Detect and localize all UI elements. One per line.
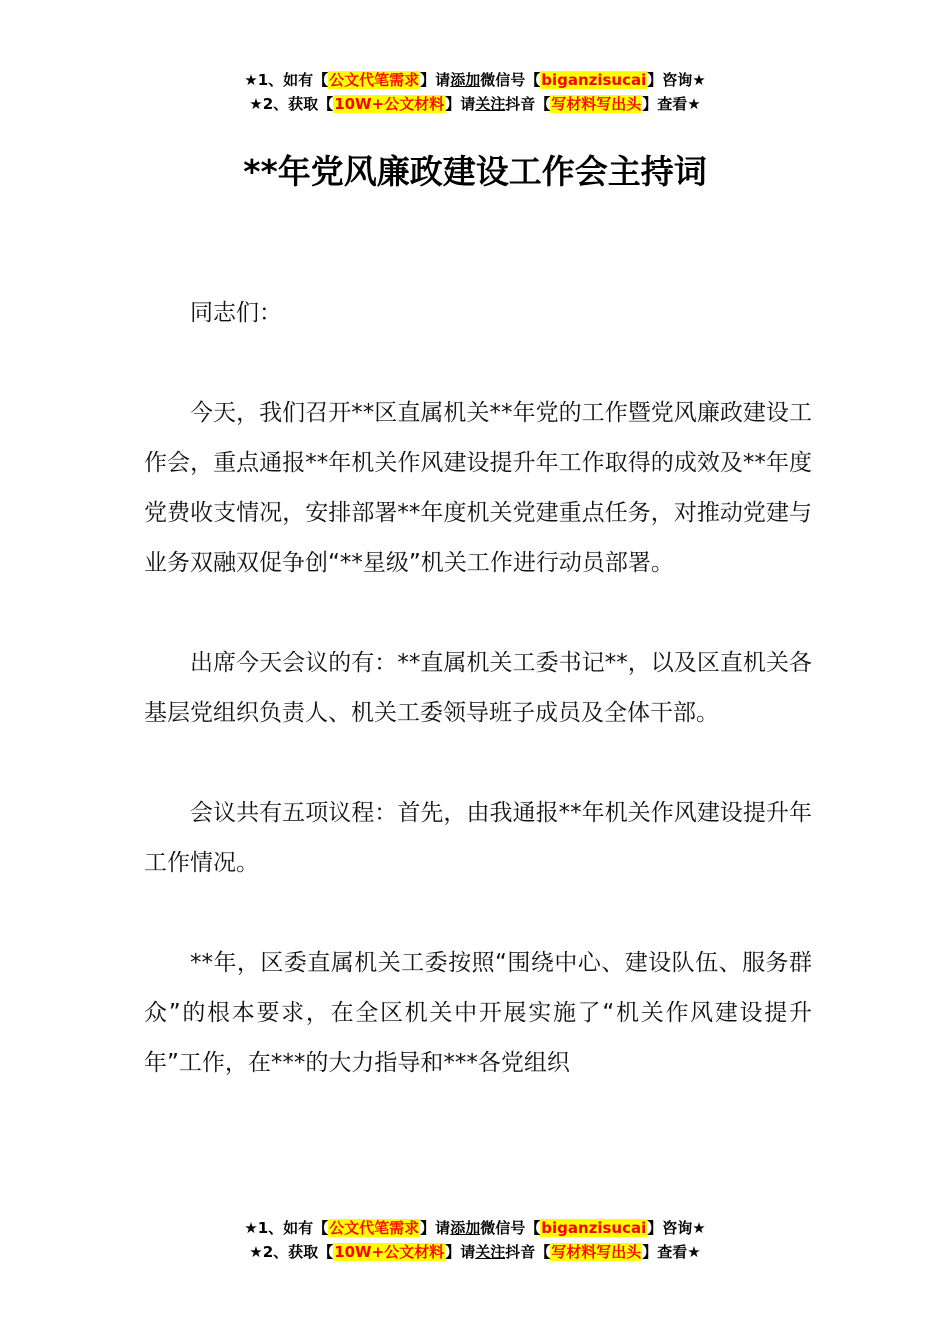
banner-underlined-text: 添加 xyxy=(450,71,481,89)
banner-underlined-text: 添加 xyxy=(450,1219,481,1237)
paragraph: 出席今天会议的有：**直属机关工委书记**，以及区直机关各基层党组织负责人、机关工委领导班子成员及全体干部。 xyxy=(144,650,812,726)
highlight-wechat-id: biganzisucai xyxy=(541,1219,647,1237)
banner-text: 】请 xyxy=(445,1243,476,1261)
banner-text: 】请 xyxy=(420,71,451,89)
banner-text: 】请 xyxy=(445,95,476,113)
highlight-service: 公文代笔需求 xyxy=(329,71,420,89)
highlight-materials: 10W+公文材料 xyxy=(334,1243,445,1261)
banner-text: 】咨询★ xyxy=(647,1219,706,1237)
banner-text: ★1、如有【 xyxy=(244,71,329,89)
banner-text: 微信号【 xyxy=(480,71,541,89)
banner-underlined-text: 关注 xyxy=(475,1243,506,1261)
highlight-wechat-id: biganzisucai xyxy=(541,71,647,89)
banner-underlined-text: 关注 xyxy=(475,95,506,113)
paragraph: 会议共有五项议程：首先，由我通报**年机关作风建设提升年工作情况。 xyxy=(144,800,812,876)
banner-line-1 xyxy=(0,1216,950,1240)
greeting: 同志们： xyxy=(190,300,282,326)
banner-line-1 xyxy=(0,68,950,92)
banner-line-2 xyxy=(0,92,950,116)
banner-text: ★1、如有【 xyxy=(244,1219,329,1237)
header-banner xyxy=(0,68,950,116)
paragraph: 今天，我们召开**区直属机关**年党的工作暨党风廉政建设工作会，重点通报**年机关作风建设提升年工作取得的成效及**年度党费收支情况，安排部署**年度机关党建重点任务，对推动党建与业务双融双促争创“**星级”机关工作进行动员部署。 xyxy=(144,400,812,576)
document-body xyxy=(144,288,812,1138)
footer-banner xyxy=(0,1216,950,1264)
highlight-service: 公文代笔需求 xyxy=(329,1219,420,1237)
banner-text: 抖音【 xyxy=(505,1243,551,1261)
banner-text: 微信号【 xyxy=(480,1219,541,1237)
highlight-materials: 10W+公文材料 xyxy=(334,95,445,113)
banner-text: ★2、获取【 xyxy=(249,95,334,113)
banner-text: 】查看★ xyxy=(642,1243,701,1261)
paragraph: **年，区委直属机关工委按照“围绕中心、建设队伍、服务群众”的根本要求，在全区机关中开展实施了“机关作风建设提升年”工作，在***的大力指导和***各党组织 xyxy=(144,950,812,1076)
highlight-douyin-account: 写材料写出头 xyxy=(551,95,642,113)
banner-text: 抖音【 xyxy=(505,95,551,113)
banner-text: 】咨询★ xyxy=(647,71,706,89)
banner-line-2 xyxy=(0,1240,950,1264)
banner-text: 】查看★ xyxy=(642,95,701,113)
document-title: **年党风廉政建设工作会主持词 xyxy=(243,152,707,191)
highlight-douyin-account: 写材料写出头 xyxy=(551,1243,642,1261)
banner-text: ★2、获取【 xyxy=(249,1243,334,1261)
banner-text: 】请 xyxy=(420,1219,451,1237)
